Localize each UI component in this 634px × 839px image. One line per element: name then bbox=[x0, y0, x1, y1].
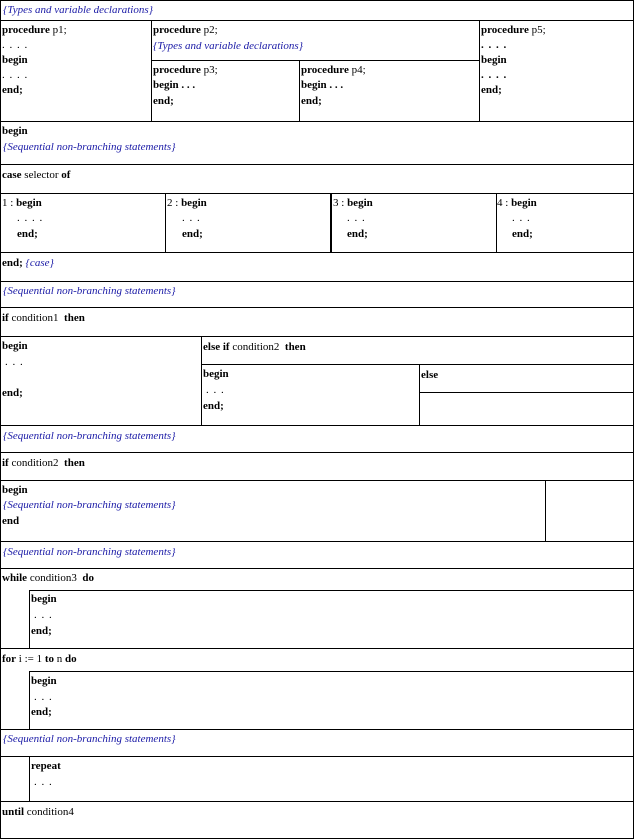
col-divider bbox=[419, 364, 420, 425]
procedure-name: p5; bbox=[531, 24, 546, 36]
ellipsis: . . . . bbox=[17, 212, 44, 224]
p2-types-comment: {Types and variable declarations} bbox=[153, 40, 304, 52]
case-end-comment: {case} bbox=[25, 257, 54, 269]
keyword-else: else bbox=[203, 341, 221, 353]
procedure-name: p3; bbox=[203, 64, 218, 76]
keyword-end: end; bbox=[153, 95, 174, 107]
keyword-until: until bbox=[2, 806, 25, 818]
keyword-end: end; bbox=[301, 95, 322, 107]
if1-header bbox=[2, 311, 85, 325]
ellipsis: . . . bbox=[5, 356, 24, 368]
keyword-of: of bbox=[61, 169, 71, 181]
ellipsis: . . . . bbox=[481, 69, 508, 81]
row-divider bbox=[0, 756, 634, 757]
condition-label: condition4 bbox=[26, 806, 74, 818]
row-divider bbox=[0, 452, 634, 453]
condition-label: condition2 bbox=[232, 341, 280, 353]
keyword-begin: begin bbox=[2, 340, 28, 352]
begin-line: begin . . . bbox=[153, 79, 196, 91]
keyword-begin: begin bbox=[203, 368, 229, 380]
row-divider bbox=[0, 193, 634, 194]
branch-label: 1 : bbox=[2, 197, 14, 209]
row-divider bbox=[29, 671, 634, 672]
case-branch-3-label bbox=[333, 196, 373, 210]
row-divider bbox=[0, 281, 634, 282]
sequential-comment: {Sequential non-branching statements} bbox=[3, 546, 176, 558]
row-divider bbox=[0, 648, 634, 649]
row-divider bbox=[0, 336, 634, 337]
keyword-begin: begin bbox=[31, 593, 57, 605]
keyword-begin: begin bbox=[31, 675, 57, 687]
procedure-p1-header bbox=[2, 23, 67, 37]
row-divider bbox=[201, 364, 634, 365]
ellipsis: . . . bbox=[512, 212, 531, 224]
main-begin-keyword: begin bbox=[2, 125, 28, 137]
col-divider bbox=[165, 193, 166, 252]
keyword-end: end bbox=[2, 515, 20, 527]
keyword-do: do bbox=[82, 572, 94, 584]
row-divider bbox=[0, 164, 634, 165]
ellipsis: . . . . bbox=[481, 39, 508, 51]
loop-variable: i := bbox=[18, 653, 34, 665]
sequential-comment: {Sequential non-branching statements} bbox=[3, 430, 176, 442]
ellipsis: . . . bbox=[347, 212, 366, 224]
col-divider bbox=[151, 20, 152, 121]
keyword-repeat: repeat bbox=[31, 760, 61, 772]
keyword-then: then bbox=[284, 341, 306, 353]
procedure-p5-header bbox=[481, 23, 546, 37]
keyword-procedure: procedure bbox=[153, 24, 201, 36]
else-if-header bbox=[203, 340, 306, 354]
loop-to: n bbox=[56, 653, 63, 665]
keyword-end: end; bbox=[2, 387, 23, 399]
begin-line: begin . . . bbox=[301, 79, 344, 91]
row-divider bbox=[0, 425, 634, 426]
keyword-end: end; bbox=[31, 706, 52, 718]
keyword-if: if bbox=[222, 341, 230, 353]
row-divider bbox=[0, 801, 634, 802]
row-divider bbox=[0, 252, 634, 253]
keyword-begin: begin bbox=[481, 54, 507, 66]
keyword-procedure: procedure bbox=[153, 64, 201, 76]
keyword-begin: begin bbox=[511, 197, 537, 209]
ellipsis: . . . . bbox=[2, 69, 29, 81]
types-comment: {Types and variable declarations} bbox=[3, 4, 154, 16]
row-divider bbox=[0, 568, 634, 569]
case-selector: selector bbox=[24, 169, 59, 181]
row-divider bbox=[0, 729, 634, 730]
procedure-p2-header bbox=[153, 23, 218, 37]
keyword-begin: begin bbox=[347, 197, 373, 209]
procedure-p3-header bbox=[153, 63, 218, 77]
keyword-procedure: procedure bbox=[481, 24, 529, 36]
keyword-end: end; bbox=[31, 625, 52, 637]
case-branch-2-label bbox=[167, 196, 207, 210]
keyword-end: end; bbox=[2, 84, 23, 96]
branch-label: 3 : bbox=[333, 197, 345, 209]
keyword-end: end; bbox=[17, 228, 38, 240]
row-divider bbox=[419, 392, 634, 393]
procedure-name: p1; bbox=[52, 24, 67, 36]
ellipsis: . . . . bbox=[2, 39, 29, 51]
sequential-comment: {Sequential non-branching statements} bbox=[3, 499, 176, 511]
keyword-to: to bbox=[44, 653, 55, 665]
sequential-comment: {Sequential non-branching statements} bbox=[3, 285, 176, 297]
condition-label: condition3 bbox=[29, 572, 77, 584]
row-divider bbox=[29, 590, 634, 591]
keyword-if: if bbox=[2, 312, 9, 324]
ellipsis: . . . bbox=[182, 212, 201, 224]
keyword-for: for bbox=[2, 653, 17, 665]
keyword-end: end; bbox=[203, 400, 224, 412]
row-divider bbox=[0, 121, 634, 122]
sequential-comment: {Sequential non-branching statements} bbox=[3, 141, 176, 153]
keyword-do: do bbox=[65, 653, 77, 665]
keyword-end: end; bbox=[2, 257, 23, 269]
procedure-p4-header bbox=[301, 63, 366, 77]
col-divider bbox=[29, 756, 30, 801]
keyword-case: case bbox=[2, 169, 22, 181]
case-end bbox=[2, 256, 54, 270]
procedure-name: p4; bbox=[351, 64, 366, 76]
col-divider bbox=[545, 480, 546, 541]
row-divider bbox=[151, 60, 479, 61]
col-divider bbox=[330, 193, 332, 252]
keyword-end: end; bbox=[512, 228, 533, 240]
case-branch-4-label bbox=[497, 196, 537, 210]
keyword-begin: begin bbox=[2, 54, 28, 66]
branch-label: 4 : bbox=[497, 197, 509, 209]
keyword-then: then bbox=[64, 312, 85, 324]
keyword-while: while bbox=[2, 572, 28, 584]
keyword-procedure: procedure bbox=[301, 64, 349, 76]
keyword-else: else bbox=[421, 369, 439, 381]
col-divider bbox=[479, 20, 480, 121]
while-header bbox=[2, 571, 94, 585]
col-divider bbox=[201, 336, 202, 425]
condition-label: condition1 bbox=[11, 312, 59, 324]
sequential-comment: {Sequential non-branching statements} bbox=[3, 733, 176, 745]
if2-header bbox=[2, 456, 85, 470]
keyword-then: then bbox=[64, 457, 85, 469]
loop-from: 1 bbox=[36, 653, 43, 665]
keyword-begin: begin bbox=[2, 484, 28, 496]
case-header bbox=[2, 168, 70, 182]
ellipsis: . . . bbox=[34, 776, 53, 788]
keyword-end: end; bbox=[481, 84, 502, 96]
keyword-end: end; bbox=[182, 228, 203, 240]
branch-label: 2 : bbox=[167, 197, 179, 209]
condition-label: condition2 bbox=[11, 457, 59, 469]
until-footer bbox=[2, 805, 74, 819]
col-divider bbox=[29, 671, 30, 729]
keyword-begin: begin bbox=[16, 197, 42, 209]
keyword-end: end; bbox=[347, 228, 368, 240]
ellipsis: . . . bbox=[34, 691, 53, 703]
case-branch-1-label bbox=[2, 196, 42, 210]
for-header bbox=[2, 652, 77, 666]
procedure-name: p2; bbox=[203, 24, 218, 36]
keyword-procedure: procedure bbox=[2, 24, 50, 36]
row-divider bbox=[0, 480, 634, 481]
keyword-begin: begin bbox=[181, 197, 207, 209]
ellipsis: . . . bbox=[34, 609, 53, 621]
keyword-if: if bbox=[2, 457, 9, 469]
row-divider bbox=[0, 307, 634, 308]
col-divider bbox=[299, 60, 300, 121]
col-divider bbox=[29, 590, 30, 648]
row-divider bbox=[0, 20, 634, 21]
ellipsis: . . . bbox=[206, 384, 225, 396]
row-divider bbox=[0, 541, 634, 542]
